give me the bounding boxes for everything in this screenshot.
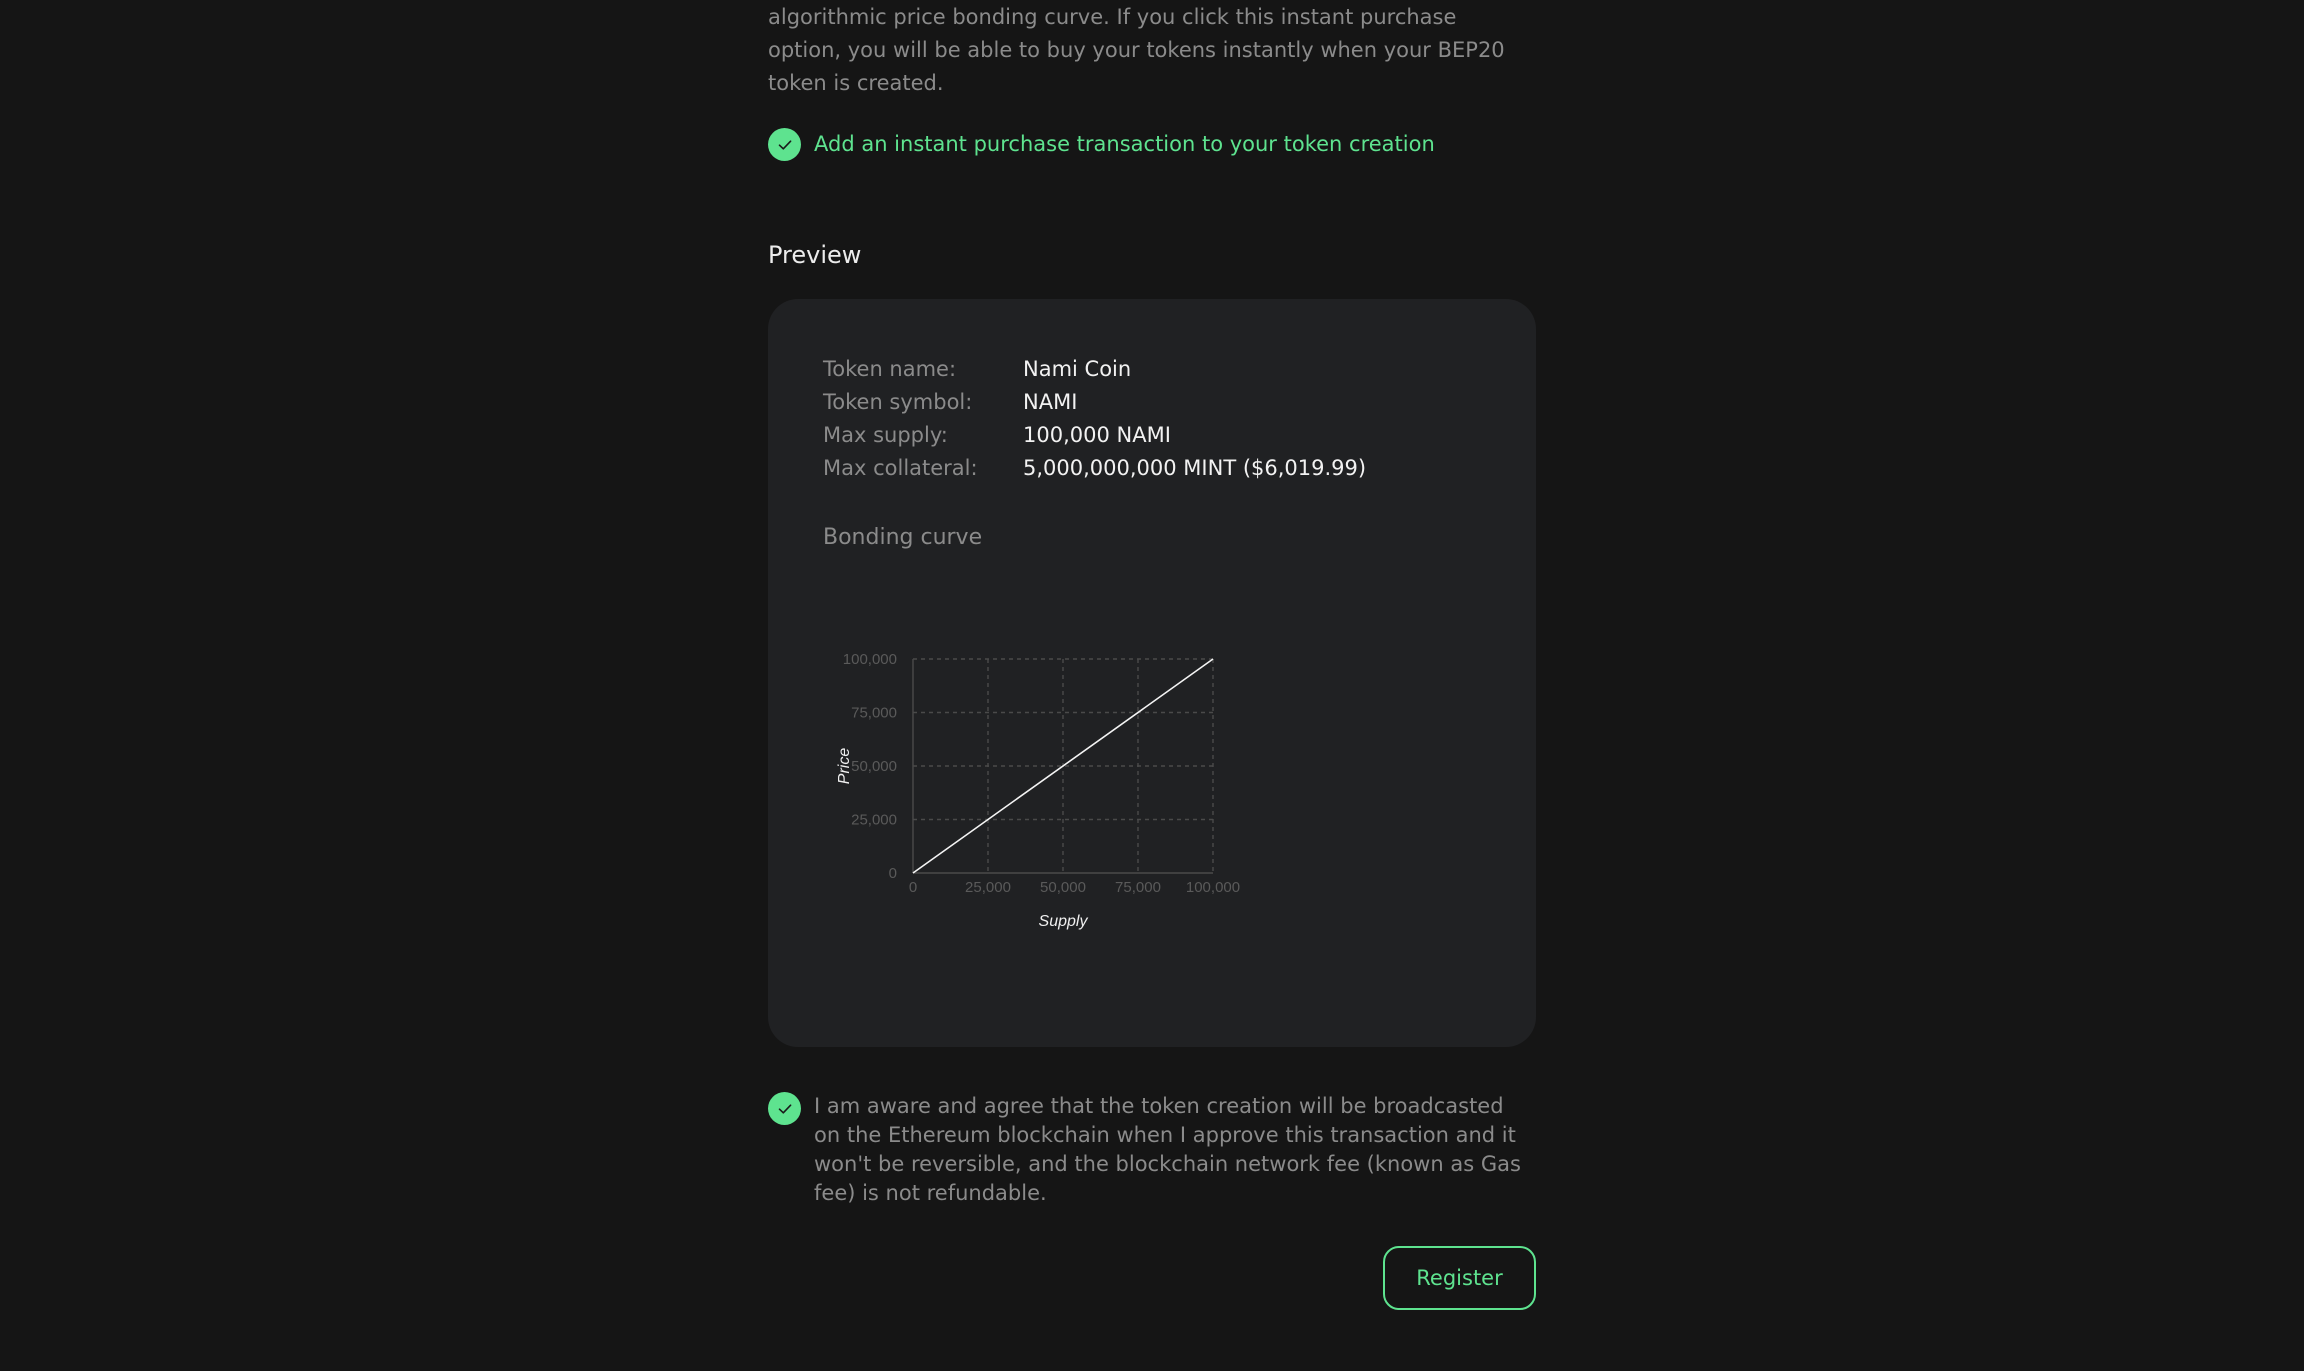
agreement-text[interactable]: I am aware and agree that the token creation will be broadcasted on the Ethereum blockchain when I approve this transaction and it won't be reversible, and the blockchain network fee (known as Gas fee) is not refundable. <box>814 1094 1521 1205</box>
preview-title: Preview <box>768 241 862 269</box>
y-tick-label: 100,000 <box>842 651 897 668</box>
max-collateral-row <box>823 451 1366 484</box>
check-icon <box>776 136 794 154</box>
x-tick-label: 50,000 <box>1040 879 1086 896</box>
bonding-curve-chart <box>823 629 1383 969</box>
token-symbol-label: Token symbol: <box>823 389 973 414</box>
max-supply-value: 100,000 NAMI <box>1023 422 1171 447</box>
token-name-label: Token name: <box>823 356 957 381</box>
x-tick-label: 75,000 <box>1115 879 1161 896</box>
check-icon <box>776 1100 794 1118</box>
max-supply-label: Max supply: <box>823 422 948 447</box>
y-tick-label: 0 <box>888 865 897 882</box>
token-name-row <box>823 352 1366 385</box>
y-tick-label: 75,000 <box>851 704 897 722</box>
max-supply-row <box>823 418 1366 451</box>
instant-purchase-label[interactable]: Add an instant purchase transaction to your token creation <box>814 132 1435 156</box>
x-tick-label: 100,000 <box>1185 879 1241 896</box>
max-collateral-label: Max collateral: <box>823 455 978 480</box>
register-button[interactable]: Register <box>1383 1246 1536 1310</box>
bonding-curve-title: Bonding curve <box>823 525 983 550</box>
y-tick-label: 50,000 <box>851 758 897 775</box>
agreement-option[interactable] <box>768 1092 1536 1229</box>
token-symbol-row <box>823 385 1366 418</box>
agreement-checkbox[interactable] <box>768 1092 801 1125</box>
y-axis-title: Price <box>836 747 853 785</box>
instant-purchase-description: algorithmic price bonding curve. If you click this instant purchase option, you will be able to buy your tokens instantly when your BEP20 token is created. <box>768 5 1505 95</box>
x-tick-label: 25,000 <box>965 879 1011 896</box>
x-tick-label: 0 <box>908 879 918 896</box>
instant-purchase-option[interactable] <box>768 128 1435 161</box>
token-name-value: Nami Coin <box>1023 356 1132 381</box>
token-symbol-value: NAMI <box>1023 389 1078 414</box>
instant-purchase-checkbox[interactable] <box>768 128 801 161</box>
x-axis-title: Supply <box>1038 913 1088 930</box>
max-collateral-value: 5,000,000,000 MINT ($6,019.99) <box>1023 455 1367 480</box>
y-tick-label: 25,000 <box>851 811 897 829</box>
token-info <box>823 352 1366 484</box>
preview-card <box>768 299 1536 1047</box>
